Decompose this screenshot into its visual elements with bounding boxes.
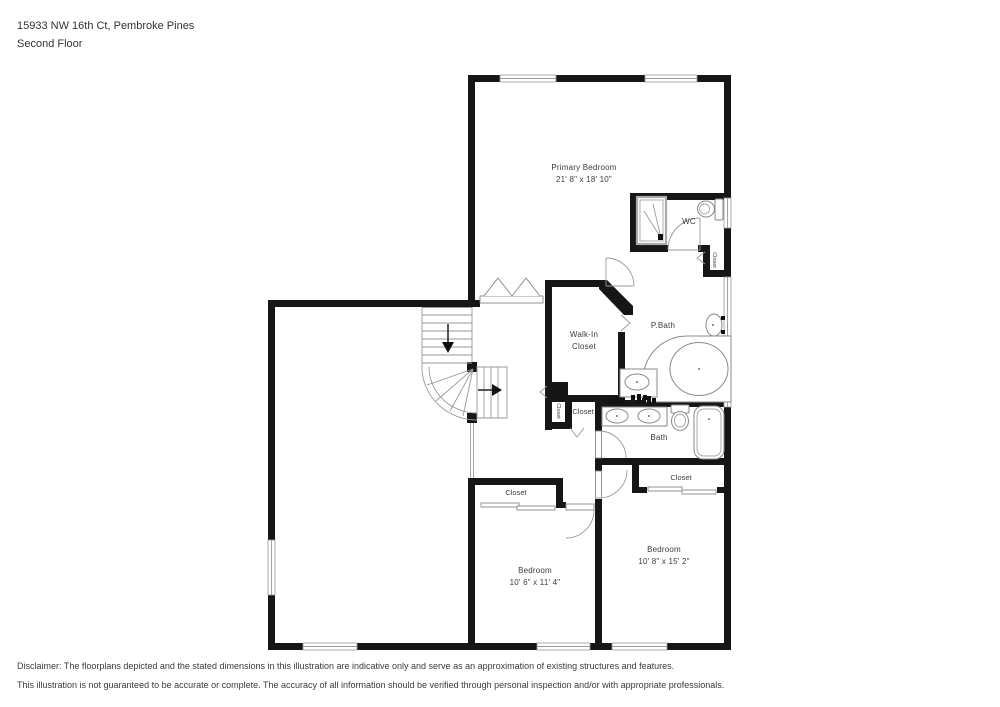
room-label-bedroom-right bbox=[606, 544, 722, 567]
primary-entry-bifold-door bbox=[480, 278, 543, 303]
closet-label-wc-side: Closet bbox=[711, 252, 717, 268]
bedroom-right-name: Bedroom bbox=[647, 545, 681, 554]
address-title: 15933 NW 16th Ct, Pembroke Pines bbox=[17, 20, 195, 32]
closet-center-sliding-door bbox=[481, 503, 555, 510]
bedroom-right-door bbox=[596, 470, 628, 498]
primary-bath-door bbox=[606, 258, 634, 286]
primary-bedroom-dims: 21' 8" x 18' 10" bbox=[556, 174, 612, 184]
floor-title: Second Floor bbox=[17, 38, 83, 50]
room-label-bath: Bath bbox=[650, 433, 668, 442]
closet-label-bedroom-right: Closet bbox=[670, 473, 692, 482]
closet-linen-door-chevron bbox=[570, 428, 584, 437]
pbath-sink bbox=[706, 314, 725, 336]
closet-right-sliding-door bbox=[648, 487, 716, 494]
closet-label-bedroom-center: Closet bbox=[505, 488, 527, 497]
disclaimer-line-2: This illustration is not guaranteed to be accurate or complete. The accuracy of all information should be verified through personal inspection and/or with appropriate professionals. bbox=[17, 680, 725, 690]
bathtub bbox=[694, 406, 724, 459]
bedroom-center-name: Bedroom bbox=[518, 566, 552, 575]
room-label-wc: WC bbox=[682, 217, 696, 226]
disclaimer-line-1: Disclaimer: The floorplans depicted and the stated dimensions in this illustration are indicative only and serve as an approximation of existing structures and features. bbox=[17, 661, 675, 671]
bath-toilet bbox=[671, 405, 689, 431]
stairs-down-arrow-icon bbox=[442, 324, 454, 353]
room-label-primary-bedroom bbox=[514, 162, 654, 185]
staircase bbox=[422, 307, 507, 478]
closet-label-hall-small: Closet bbox=[555, 403, 561, 419]
closet-label-hall-linen: Closet bbox=[572, 407, 594, 416]
bath-door bbox=[596, 431, 627, 458]
walk-in-closet-door-chevron bbox=[621, 315, 630, 331]
bedroom-center-dims: 10' 6" x 11' 4" bbox=[509, 577, 561, 587]
bedroom-right-dims: 10' 8" x 15' 2" bbox=[638, 556, 690, 566]
room-label-walk-in-closet: Walk-In Closet bbox=[569, 330, 599, 351]
room-label-p-bath: P.Bath bbox=[650, 321, 676, 330]
room-label-bedroom-center bbox=[477, 565, 593, 588]
primary-bedroom-name: Primary Bedroom bbox=[551, 163, 617, 172]
bedroom-center-door bbox=[566, 504, 594, 538]
